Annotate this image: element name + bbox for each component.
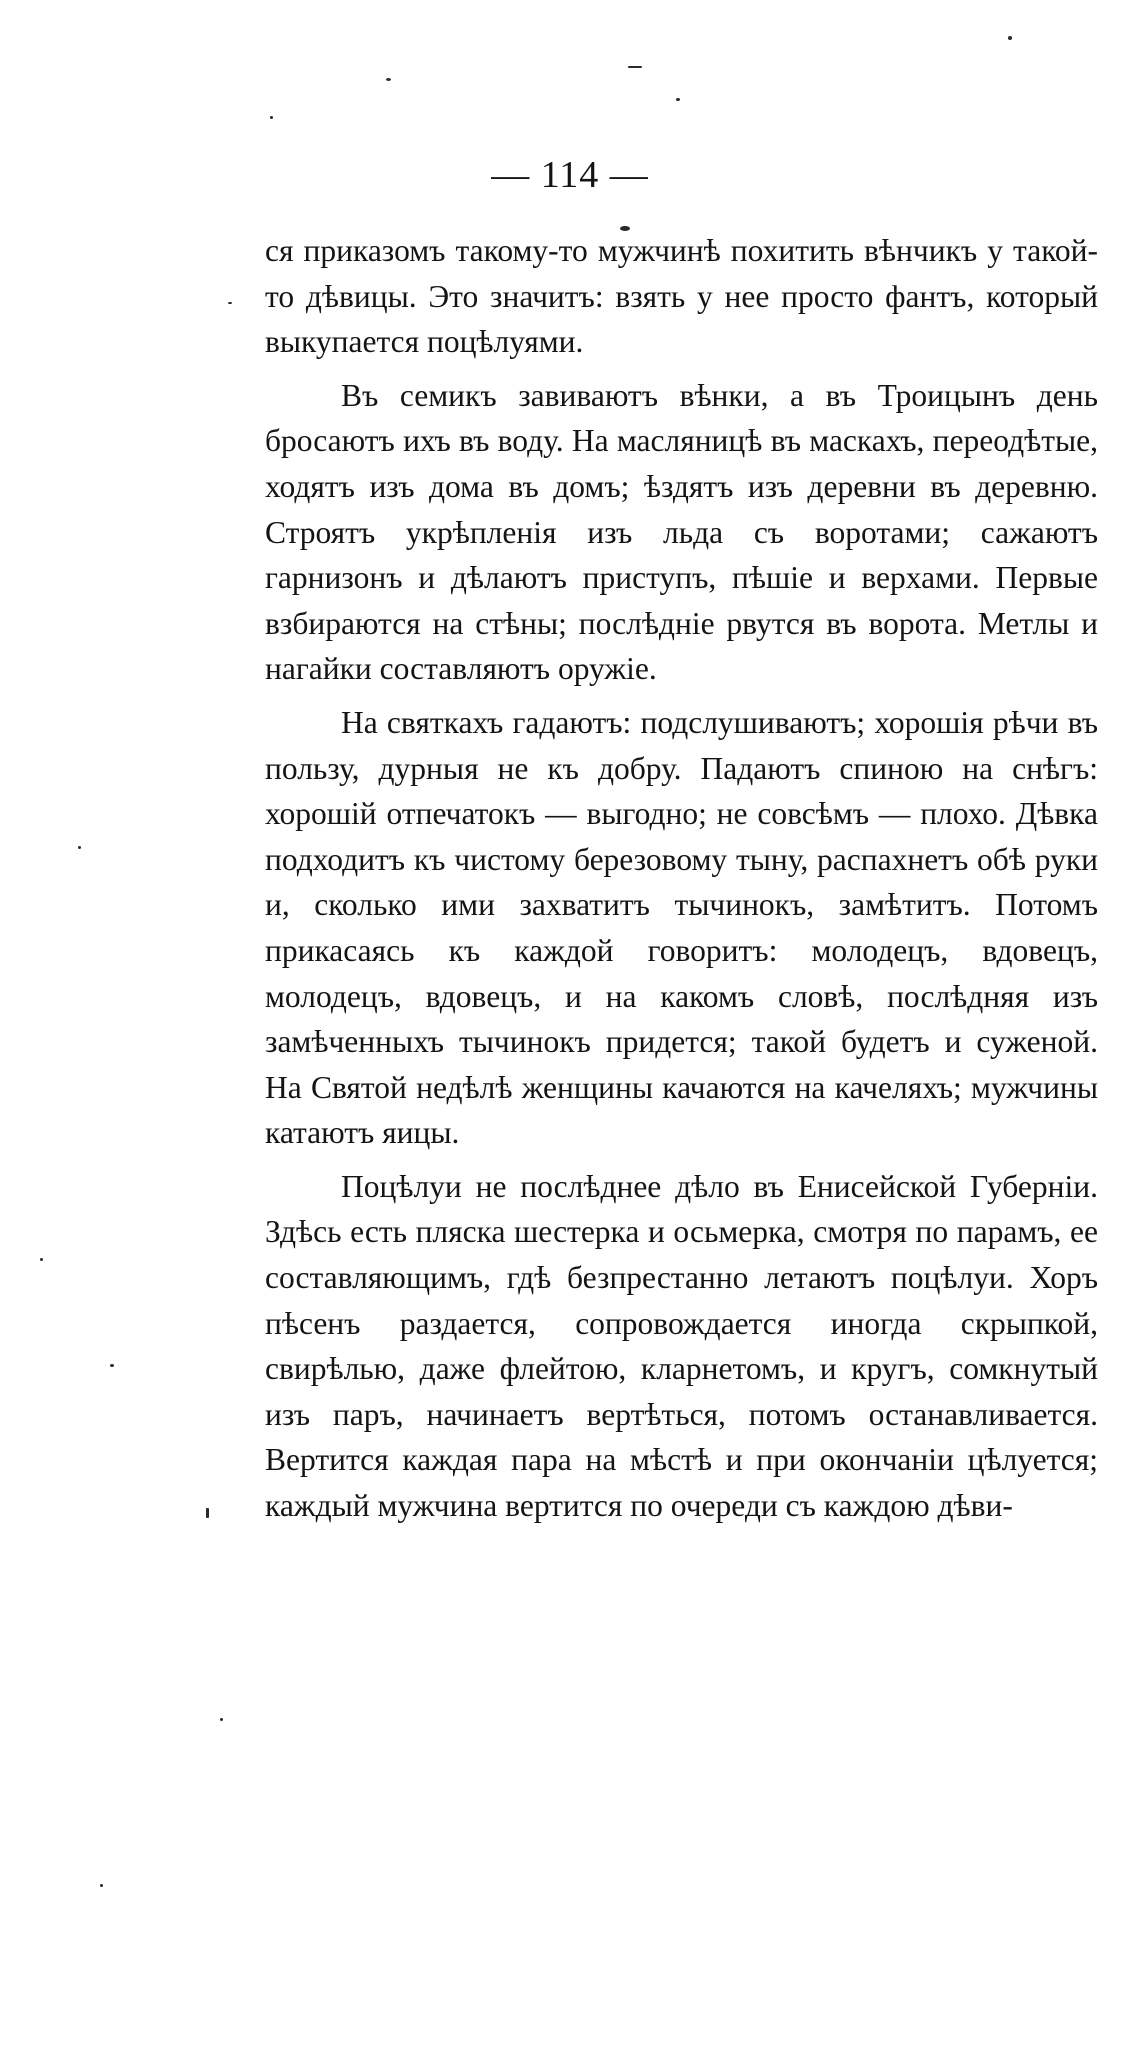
scan-speck <box>206 1508 209 1518</box>
scan-speck <box>676 98 680 101</box>
scan-speck <box>628 66 642 68</box>
scan-speck <box>386 78 391 81</box>
scan-speck <box>78 846 81 849</box>
scan-speck <box>100 1884 103 1887</box>
scan-speck <box>228 302 232 304</box>
scan-speck <box>110 1364 114 1367</box>
paragraph-3: На святкахъ гадаютъ: подслушиваютъ; хорошія рѣчи въ пользу, дурныя не къ добру. Падаютъ спиною на снѣгъ: хорошій отпечатокъ — выгодно; не совсѣмъ — плохо. Дѣвка подходитъ къ чистому березовому тыну, распахнетъ обѣ руки и, сколько ими захватитъ тычинокъ, замѣтитъ. Потомъ прикасаясь къ каждой говоритъ: молодецъ, вдовецъ, молодецъ, вдовецъ, и на какомъ словѣ, послѣдняя изъ замѣченныхъ тычинокъ придется; такой будетъ и суженой. На Святой недѣлѣ женщины качаются на качеляхъ; мужчины катаютъ яицы. <box>265 704 1098 1151</box>
paragraph-2: Въ семикъ завиваютъ вѣнки, а въ Троицынъ день бросаютъ ихъ въ воду. На масляницѣ въ маскахъ, переодѣтые, ходятъ изъ дома въ домъ; ѣздятъ изъ деревни въ деревню. Строятъ укрѣпленія изъ льда съ воротами; сажаютъ гарнизонъ и дѣлаютъ приступъ, пѣшіе и верхами. Первые взбираются на стѣны; послѣдніе рвутся въ ворота. Метлы и нагайки составляютъ оружіе. <box>265 377 1098 687</box>
scan-speck <box>270 116 273 119</box>
body-text <box>265 228 1098 1529</box>
scan-speck <box>620 226 630 231</box>
paragraph-4: Поцѣлуи не послѣднее дѣло въ Енисейской Губерніи. Здѣсь есть пляска шестерка и осьмерка, смотря по парамъ, ее составляющимъ, гдѣ безпрестанно летаютъ поцѣлуи. Хоръ пѣсенъ раздается, сопровождается иногда скрыпкой, свирѣлью, даже флейтою, кларнетомъ, и кругъ, сомкнутый изъ паръ, начинаетъ вертѣться, потомъ останавливается. Вертится каждая пара на мѣстѣ и при окончаніи цѣлуется; каждый мужчина вертится по очереди съ каждою дѣви- <box>265 1168 1098 1524</box>
page-number: — 114 — <box>491 154 649 196</box>
paragraph-1: ся приказомъ такому-то мужчинѣ похитить вѣнчикъ у такой-то дѣвицы. Это значитъ: взять у нее просто фантъ, который выкупается поцѣлуями. <box>265 233 1098 360</box>
scan-speck <box>220 1718 223 1721</box>
scan-speck <box>40 1258 43 1261</box>
scan-speck <box>1008 36 1012 40</box>
